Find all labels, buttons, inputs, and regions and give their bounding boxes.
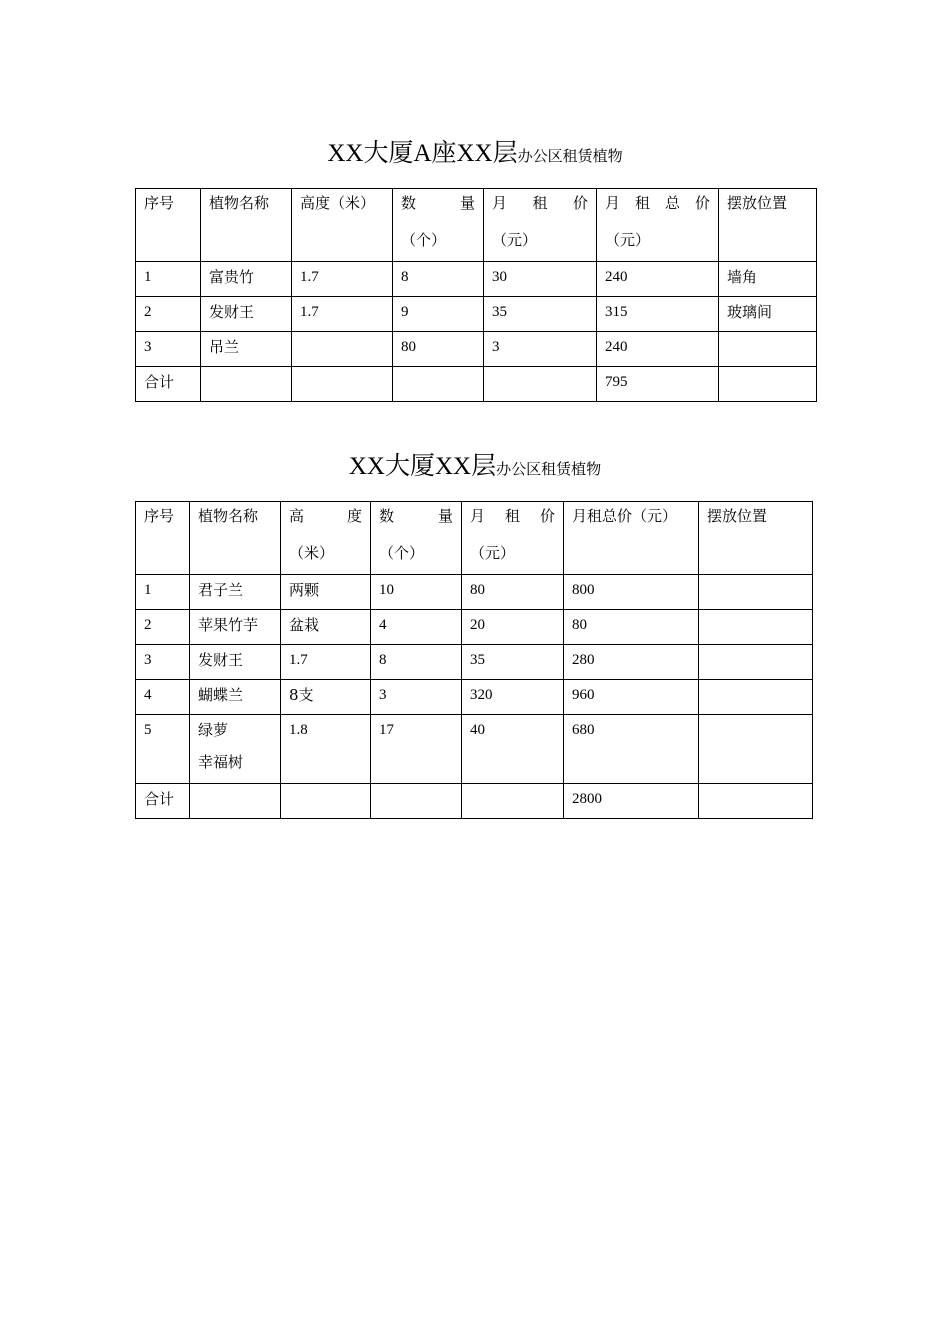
cell-empty <box>484 367 597 402</box>
plant-rental-table-b <box>135 501 813 819</box>
cell-total-label: 合计 <box>136 367 201 402</box>
cell-height: 两颗 <box>281 575 371 610</box>
header-quantity: 数 量 （个） <box>393 189 484 262</box>
cell-quantity: 17 <box>371 715 462 784</box>
cell-height: 8支 <box>281 680 371 715</box>
header-plant-name: 植物名称 <box>201 189 292 262</box>
cell-location <box>699 610 813 645</box>
cell-quantity: 8 <box>371 645 462 680</box>
cell-height: 1.7 <box>292 262 393 297</box>
table-row <box>136 332 817 367</box>
cell-monthly-total: 680 <box>564 715 699 784</box>
plant-name-line-1: 绿萝 <box>198 721 229 739</box>
header-monthly-total: 月 租 总 价 （元） <box>597 189 719 262</box>
cell-height: 1.7 <box>281 645 371 680</box>
cell-grand-total: 795 <box>597 367 719 402</box>
cell-total-label: 合计 <box>136 784 190 819</box>
title-sub: 办公区租赁植物 <box>496 460 602 478</box>
cell-quantity: 3 <box>371 680 462 715</box>
header-location: 摆放位置 <box>719 189 817 262</box>
cell-monthly-total: 315 <box>597 297 719 332</box>
header-quantity: 数 量 （个） <box>371 502 462 575</box>
cell-quantity: 9 <box>393 297 484 332</box>
cell-height: 1.7 <box>292 297 393 332</box>
cell-empty <box>462 784 564 819</box>
page-title-b <box>0 446 950 482</box>
cell-monthly-rent: 320 <box>462 680 564 715</box>
cell-empty <box>371 784 462 819</box>
cell-location <box>699 645 813 680</box>
cell-seq: 3 <box>136 332 201 367</box>
cell-empty <box>292 367 393 402</box>
cell-monthly-total: 80 <box>564 610 699 645</box>
cell-monthly-rent: 20 <box>462 610 564 645</box>
table-row <box>136 610 813 645</box>
cell-monthly-total: 240 <box>597 332 719 367</box>
cell-monthly-rent: 3 <box>484 332 597 367</box>
cell-monthly-total: 280 <box>564 645 699 680</box>
header-monthly-rent: 月 租 价 （元） <box>484 189 597 262</box>
cell-quantity: 10 <box>371 575 462 610</box>
cell-seq: 3 <box>136 645 190 680</box>
cell-monthly-rent: 35 <box>484 297 597 332</box>
cell-location <box>719 332 817 367</box>
cell-seq: 2 <box>136 297 201 332</box>
cell-location <box>699 680 813 715</box>
cell-monthly-rent: 40 <box>462 715 564 784</box>
header-seq: 序号 <box>136 189 201 262</box>
cell-monthly-rent: 80 <box>462 575 564 610</box>
cell-location <box>699 715 813 784</box>
cell-quantity: 80 <box>393 332 484 367</box>
table-row <box>136 715 813 784</box>
table-total-row <box>136 367 817 402</box>
cell-plant-name: 苹果竹芋 <box>190 610 281 645</box>
header-monthly-rent: 月 租 价 （元） <box>462 502 564 575</box>
cell-empty <box>699 784 813 819</box>
cell-grand-total: 2800 <box>564 784 699 819</box>
cell-seq: 5 <box>136 715 190 784</box>
title-main: XX大厦XX层 <box>348 453 497 480</box>
cell-height: 1.8 <box>281 715 371 784</box>
cell-seq: 1 <box>136 262 201 297</box>
cell-empty <box>201 367 292 402</box>
cell-seq: 4 <box>136 680 190 715</box>
cell-seq: 2 <box>136 610 190 645</box>
cell-seq: 1 <box>136 575 190 610</box>
cell-plant-name: 发财王 <box>190 645 281 680</box>
table-header-row <box>136 502 813 575</box>
cell-quantity: 8 <box>393 262 484 297</box>
cell-plant-name: 发财王 <box>201 297 292 332</box>
header-plant-name: 植物名称 <box>190 502 281 575</box>
cell-monthly-rent: 30 <box>484 262 597 297</box>
table-row <box>136 680 813 715</box>
cell-empty <box>719 367 817 402</box>
header-height: 高度（米） <box>292 189 393 262</box>
table-row <box>136 262 817 297</box>
cell-height: 盆栽 <box>281 610 371 645</box>
cell-empty <box>281 784 371 819</box>
cell-monthly-total: 800 <box>564 575 699 610</box>
cell-plant-name <box>190 715 281 784</box>
cell-monthly-total: 240 <box>597 262 719 297</box>
header-height: 高 度 （米） <box>281 502 371 575</box>
cell-location: 玻璃间 <box>719 297 817 332</box>
cell-monthly-total: 960 <box>564 680 699 715</box>
cell-location <box>699 575 813 610</box>
title-main: XX大厦A座XX层 <box>327 140 518 167</box>
header-location: 摆放位置 <box>699 502 813 575</box>
table-total-row <box>136 784 813 819</box>
cell-height <box>292 332 393 367</box>
cell-location: 墙角 <box>719 262 817 297</box>
plant-name-line-2: 幸福树 <box>198 753 244 771</box>
table-row <box>136 297 817 332</box>
cell-plant-name: 富贵竹 <box>201 262 292 297</box>
cell-quantity: 4 <box>371 610 462 645</box>
table-header-row <box>136 189 817 262</box>
cell-plant-name: 君子兰 <box>190 575 281 610</box>
cell-plant-name: 蝴蝶兰 <box>190 680 281 715</box>
cell-empty <box>393 367 484 402</box>
table-row <box>136 575 813 610</box>
header-monthly-total: 月租总价（元） <box>564 502 699 575</box>
cell-plant-name: 吊兰 <box>201 332 292 367</box>
table-row <box>136 645 813 680</box>
title-sub: 办公区租赁植物 <box>517 147 623 165</box>
cell-empty <box>190 784 281 819</box>
page-title-a <box>0 133 950 169</box>
cell-monthly-rent: 35 <box>462 645 564 680</box>
header-seq: 序号 <box>136 502 190 575</box>
plant-rental-table-a <box>135 188 817 402</box>
